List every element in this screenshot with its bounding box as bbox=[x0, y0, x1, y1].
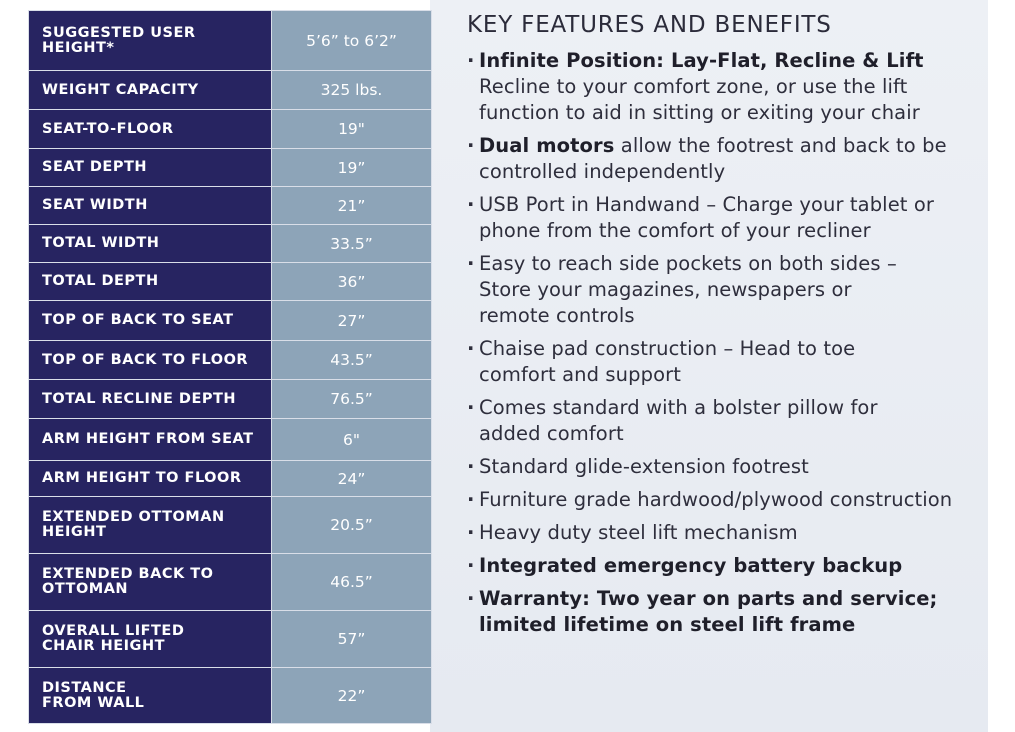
spec-value: 27” bbox=[272, 301, 432, 341]
table-row bbox=[29, 263, 432, 301]
features-heading: KEY FEATURES AND BENEFITS bbox=[467, 12, 832, 38]
features-list bbox=[467, 48, 987, 638]
spec-label: TOP OF BACK TO SEAT bbox=[29, 301, 272, 341]
table-row bbox=[29, 668, 432, 724]
spec-label: WEIGHT CAPACITY bbox=[29, 71, 272, 110]
table-row bbox=[29, 187, 432, 225]
table-row bbox=[29, 341, 432, 380]
list-item: · Comes standard with a bolster pillow for added comfort bbox=[467, 395, 987, 447]
spec-label: TOP OF BACK TO FLOOR bbox=[29, 341, 272, 380]
list-item: · USB Port in Handwand – Charge your tablet or phone from the comfort of your recliner bbox=[467, 192, 987, 244]
table-row bbox=[29, 380, 432, 419]
table-row bbox=[29, 611, 432, 668]
spec-label: TOTAL RECLINE DEPTH bbox=[29, 380, 272, 419]
spec-value: 325 lbs. bbox=[272, 71, 432, 110]
spec-value: 21” bbox=[272, 187, 432, 225]
spec-value: 5’6” to 6’2” bbox=[272, 11, 432, 71]
spec-value: 20.5” bbox=[272, 497, 432, 554]
spec-value: 6" bbox=[272, 419, 432, 461]
spec-value: 76.5” bbox=[272, 380, 432, 419]
spec-label: TOTAL WIDTH bbox=[29, 225, 272, 263]
list-item: · Infinite Position: Lay-Flat, Recline & Lift Recline to your comfort zone, or use the lift function to aid in sitting or exiting your chair bbox=[467, 48, 987, 126]
spec-value: 36” bbox=[272, 263, 432, 301]
table-row bbox=[29, 461, 432, 497]
spec-label: SEAT-TO-FLOOR bbox=[29, 110, 272, 149]
spec-label: EXTENDED OTTOMAN HEIGHT bbox=[29, 497, 272, 554]
spec-value: 19” bbox=[272, 149, 432, 187]
spec-label: SEAT DEPTH bbox=[29, 149, 272, 187]
table-row bbox=[29, 110, 432, 149]
list-item: · Heavy duty steel lift mechanism bbox=[467, 520, 987, 546]
spec-label: EXTENDED BACK TO OTTOMAN bbox=[29, 554, 272, 611]
spec-value: 43.5” bbox=[272, 341, 432, 380]
spec-value: 46.5” bbox=[272, 554, 432, 611]
list-item: · Standard glide-extension footrest bbox=[467, 454, 987, 480]
spec-label: SUGGESTED USER HEIGHT* bbox=[29, 11, 272, 71]
table-row bbox=[29, 301, 432, 341]
list-item: · Warranty: Two year on parts and service; limited lifetime on steel lift frame bbox=[467, 586, 987, 638]
spec-label: OVERALL LIFTED CHAIR HEIGHT bbox=[29, 611, 272, 668]
list-item: · Chaise pad construction – Head to toe comfort and support bbox=[467, 336, 987, 388]
table-row bbox=[29, 419, 432, 461]
spec-value: 22” bbox=[272, 668, 432, 724]
spec-value: 24” bbox=[272, 461, 432, 497]
table-row bbox=[29, 149, 432, 187]
spec-label: TOTAL DEPTH bbox=[29, 263, 272, 301]
list-item: · Dual motors allow the footrest and back to be controlled independently bbox=[467, 133, 987, 185]
table-row bbox=[29, 225, 432, 263]
spec-value: 19" bbox=[272, 110, 432, 149]
table-row bbox=[29, 497, 432, 554]
spec-label: ARM HEIGHT TO FLOOR bbox=[29, 461, 272, 497]
list-item: · Furniture grade hardwood/plywood construction bbox=[467, 487, 987, 513]
key-features-section bbox=[467, 10, 987, 645]
spec-value: 57” bbox=[272, 611, 432, 668]
list-item: · Integrated emergency battery backup bbox=[467, 553, 987, 579]
table-row bbox=[29, 11, 432, 71]
spec-value: 33.5” bbox=[272, 225, 432, 263]
table-row bbox=[29, 71, 432, 110]
specifications-table bbox=[28, 10, 432, 724]
table-row bbox=[29, 554, 432, 611]
spec-label: DISTANCE FROM WALL bbox=[29, 668, 272, 724]
spec-label: ARM HEIGHT FROM SEAT bbox=[29, 419, 272, 461]
list-item: · Easy to reach side pockets on both sides – Store your magazines, newspapers or remote controls bbox=[467, 251, 987, 329]
spec-label: SEAT WIDTH bbox=[29, 187, 272, 225]
